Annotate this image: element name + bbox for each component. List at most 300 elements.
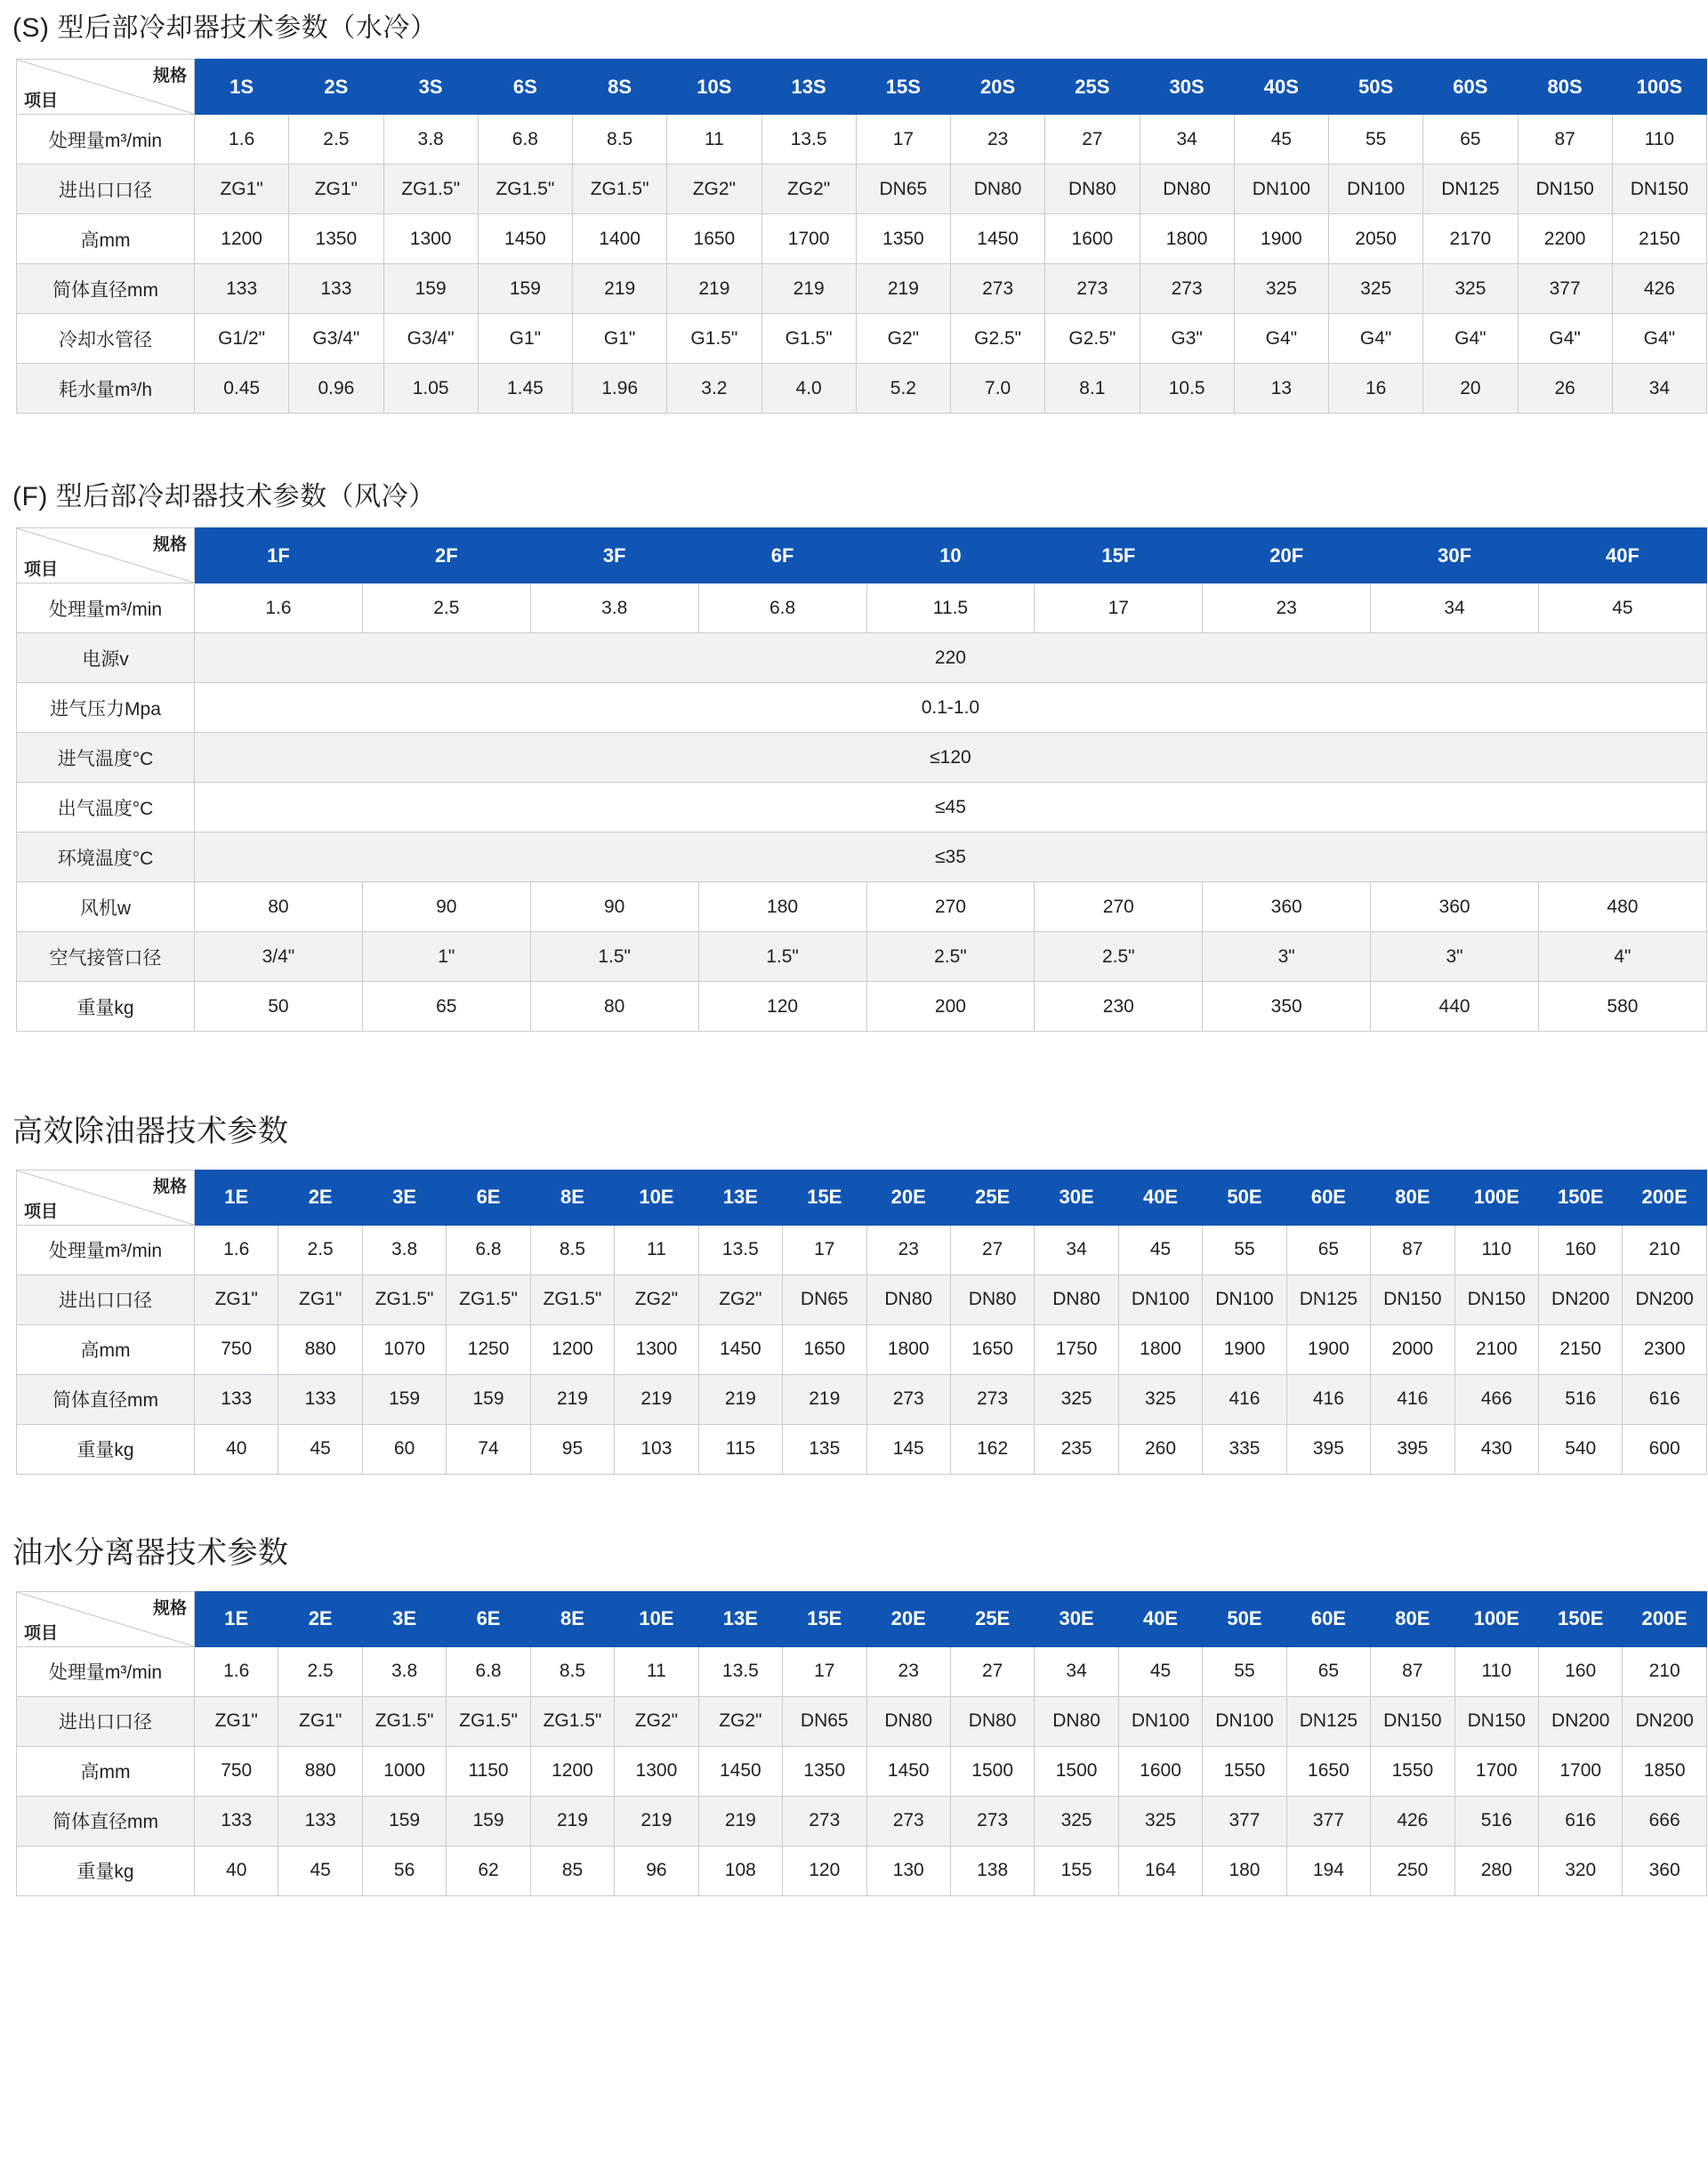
table-cell: 50	[195, 982, 363, 1032]
section-title-oil-water-separator: 油水分离器技术参数	[12, 1535, 289, 1570]
table-cell: 880	[278, 1324, 362, 1374]
table-cell: 273	[950, 1374, 1034, 1424]
table-cell: 34	[1371, 583, 1539, 633]
table-cell: G1.5"	[761, 314, 856, 364]
table-cell: 1.5"	[530, 932, 698, 982]
table-cell: 1450	[698, 1324, 782, 1374]
row-label: 处理量m³/min	[17, 583, 195, 633]
column-header: 80E	[1371, 1170, 1454, 1225]
table-cell: 8.1	[1045, 364, 1140, 414]
table-cell: DN65	[783, 1275, 866, 1324]
table-cell: 133	[278, 1374, 362, 1424]
table-cell: 133	[289, 264, 383, 314]
table-row	[17, 1275, 1707, 1324]
table-cell: 23	[951, 115, 1045, 165]
table-cell: 120	[783, 1846, 866, 1895]
column-header: 30E	[1035, 1170, 1118, 1225]
table-cell: 1450	[698, 1746, 782, 1796]
table-cell: 6.8	[698, 583, 866, 633]
table-cell: 27	[950, 1225, 1034, 1275]
row-label: 环境温度°C	[17, 833, 195, 882]
table-cell: 95	[530, 1424, 614, 1474]
table-cell: DN80	[1140, 165, 1234, 214]
table-cell: 6.8	[447, 1646, 530, 1696]
table-cell: 416	[1203, 1374, 1286, 1424]
table-cell: 65	[1286, 1225, 1370, 1275]
column-header: 150E	[1539, 1170, 1623, 1225]
column-header: 15S	[856, 60, 950, 115]
table-cell-merged: ≤120	[195, 733, 1707, 783]
table-cell: 219	[573, 264, 667, 314]
column-header: 13S	[761, 60, 856, 115]
section-title-air-cooled: (F) 型后部冷却器技术参数（风冷）	[12, 482, 436, 511]
table-cell: 2.5"	[1035, 932, 1203, 982]
table-cell: 6.8	[447, 1225, 530, 1275]
table-cell: 1800	[1118, 1324, 1202, 1374]
table-cell: 87	[1371, 1646, 1454, 1696]
table-cell: 395	[1371, 1424, 1454, 1474]
table-cell: 210	[1623, 1225, 1706, 1275]
column-header: 6S	[478, 60, 572, 115]
section-title-oil-remover: 高效除油器技术参数	[12, 1114, 289, 1148]
table-cell: 219	[698, 1374, 782, 1424]
row-label: 处理量m³/min	[17, 1225, 195, 1275]
table-air-cooled	[16, 527, 1707, 1032]
table-cell: 45	[1118, 1225, 1202, 1275]
table-corner-header	[17, 528, 195, 583]
table-cell: 1750	[1035, 1324, 1118, 1374]
table-cell: G1"	[478, 314, 572, 364]
table-cell: 108	[698, 1846, 782, 1895]
table-row	[17, 314, 1707, 364]
table-cell: 17	[783, 1225, 866, 1275]
table-row	[17, 1324, 1707, 1374]
table-cell: 180	[1203, 1846, 1286, 1895]
table-cell: 325	[1423, 264, 1518, 314]
table-cell: 1200	[530, 1746, 614, 1796]
table-cell: 103	[615, 1424, 698, 1474]
row-label: 电源v	[17, 633, 195, 683]
table-cell: 162	[950, 1424, 1034, 1474]
table-cell: 8.5	[530, 1646, 614, 1696]
table-cell: 219	[856, 264, 950, 314]
table-cell: 270	[866, 882, 1035, 932]
row-label: 简体直径mm	[17, 1374, 195, 1424]
table-cell: 320	[1539, 1846, 1623, 1895]
table-cell: G4"	[1329, 314, 1423, 364]
column-header: 15E	[783, 1591, 866, 1646]
column-header: 10E	[615, 1170, 698, 1225]
table-cell: 1250	[447, 1324, 530, 1374]
table-cell: 159	[478, 264, 572, 314]
table-cell: 200	[866, 982, 1035, 1032]
column-header: 8E	[530, 1170, 614, 1225]
table-cell: 1.05	[383, 364, 478, 414]
table-cell: 13.5	[698, 1225, 782, 1275]
table-cell: DN200	[1623, 1696, 1706, 1746]
table-cell: 120	[698, 982, 866, 1032]
corner-spec-label: 规格	[152, 1598, 187, 1618]
table-cell: 1.6	[195, 1646, 278, 1696]
table-cell: 1900	[1286, 1324, 1370, 1374]
table-cell: 4.0	[761, 364, 856, 414]
table-cell: 13.5	[698, 1646, 782, 1696]
table-cell: 17	[1035, 583, 1203, 633]
table-cell: 130	[866, 1846, 950, 1895]
table-cell: 1350	[783, 1746, 866, 1796]
table-cell: 1350	[856, 214, 950, 264]
table-cell: 34	[1035, 1225, 1118, 1275]
column-header: 8S	[573, 60, 667, 115]
table-cell: 27	[950, 1646, 1034, 1696]
column-header: 20E	[866, 1170, 950, 1225]
table-cell: DN150	[1371, 1275, 1454, 1324]
table-cell: 260	[1118, 1424, 1202, 1474]
table-cell: 2.5	[278, 1225, 362, 1275]
table-cell: ZG2"	[615, 1696, 698, 1746]
column-header: 80E	[1371, 1591, 1454, 1646]
table-cell: 65	[362, 982, 530, 1032]
table-cell: 377	[1203, 1796, 1286, 1846]
table-cell: 1450	[866, 1746, 950, 1796]
column-header: 15F	[1035, 528, 1203, 583]
table-cell: 273	[1045, 264, 1140, 314]
table-cell: 426	[1612, 264, 1706, 314]
table-cell: 110	[1454, 1646, 1538, 1696]
table-cell: 159	[383, 264, 478, 314]
column-header: 100E	[1454, 1591, 1538, 1646]
table-cell: 335	[1203, 1424, 1286, 1474]
table-oil-remover	[16, 1170, 1707, 1475]
table-cell: G4"	[1612, 314, 1706, 364]
row-label: 高mm	[17, 1746, 195, 1796]
table-cell: DN100	[1203, 1696, 1286, 1746]
table-cell: 219	[615, 1796, 698, 1846]
table-row	[17, 214, 1707, 264]
column-header: 6F	[698, 528, 866, 583]
column-header: 40F	[1539, 528, 1707, 583]
table-row	[17, 1696, 1707, 1746]
table-cell: 3/4"	[195, 932, 363, 982]
table-cell: 1.96	[573, 364, 667, 414]
row-label: 重量kg	[17, 982, 195, 1032]
column-header: 1F	[195, 528, 363, 583]
table-cell: 1650	[783, 1324, 866, 1374]
table-cell: 8.5	[573, 115, 667, 165]
table-cell: 325	[1234, 264, 1328, 314]
table-cell: 616	[1539, 1796, 1623, 1846]
table-cell: 430	[1454, 1424, 1538, 1474]
table-cell: 600	[1623, 1424, 1706, 1474]
column-header: 60S	[1423, 60, 1518, 115]
column-header: 6E	[447, 1591, 530, 1646]
table-cell: 45	[1539, 583, 1707, 633]
table-cell: 1450	[478, 214, 572, 264]
table-cell: ZG1"	[278, 1696, 362, 1746]
table-cell: DN150	[1612, 165, 1706, 214]
table-cell: 1.6	[195, 583, 363, 633]
table-cell: G1/2"	[195, 314, 289, 364]
corner-spec-label: 规格	[152, 535, 187, 554]
row-label: 冷却水管径	[17, 314, 195, 364]
table-cell: 1700	[761, 214, 856, 264]
table-cell: 3.8	[362, 1225, 446, 1275]
table-cell: 880	[278, 1746, 362, 1796]
table-cell: 34	[1140, 115, 1234, 165]
column-header: 1S	[195, 60, 289, 115]
table-cell: 540	[1539, 1424, 1623, 1474]
table-cell: 616	[1623, 1374, 1706, 1424]
table-cell: 377	[1518, 264, 1612, 314]
table-cell: DN65	[856, 165, 950, 214]
table-cell: DN80	[1045, 165, 1140, 214]
column-header: 1E	[195, 1170, 278, 1225]
table-cell: 219	[530, 1796, 614, 1846]
column-header: 13E	[698, 1591, 782, 1646]
corner-spec-label: 规格	[152, 1177, 187, 1196]
table-cell: 13.5	[761, 115, 856, 165]
column-header: 2F	[362, 528, 530, 583]
table-cell: 219	[761, 264, 856, 314]
table-cell: G4"	[1518, 314, 1612, 364]
table-cell: 273	[1140, 264, 1234, 314]
row-label: 进出口口径	[17, 1275, 195, 1324]
table-cell: 273	[866, 1796, 950, 1846]
corner-item-label: 项目	[24, 560, 59, 579]
table-oil-water-separator	[16, 1591, 1707, 1896]
table-cell: 360	[1203, 882, 1371, 932]
table-cell: 155	[1035, 1846, 1118, 1895]
table-cell: 194	[1286, 1846, 1370, 1895]
table-cell: 1900	[1234, 214, 1328, 264]
table-cell: 133	[195, 1796, 278, 1846]
column-header: 50E	[1203, 1170, 1286, 1225]
column-header: 60E	[1286, 1170, 1370, 1225]
column-header: 30F	[1371, 528, 1539, 583]
table-cell: ZG1.5"	[530, 1275, 614, 1324]
table-cell: 2150	[1539, 1324, 1623, 1374]
row-label: 简体直径mm	[17, 264, 195, 314]
table-cell: 360	[1623, 1846, 1706, 1895]
column-header: 10	[866, 528, 1035, 583]
table-cell: DN150	[1454, 1275, 1538, 1324]
table-cell: 65	[1286, 1646, 1370, 1696]
table-cell: ZG1.5"	[573, 165, 667, 214]
table-cell: 666	[1623, 1796, 1706, 1846]
table-cell: 11	[615, 1646, 698, 1696]
column-header: 1E	[195, 1591, 278, 1646]
table-cell: 0.45	[195, 364, 289, 414]
table-cell: 23	[866, 1646, 950, 1696]
table-cell: 273	[783, 1796, 866, 1846]
table-cell: 1.6	[195, 115, 289, 165]
table-cell: 3.8	[362, 1646, 446, 1696]
table-cell: DN100	[1203, 1275, 1286, 1324]
table-cell: 27	[1045, 115, 1140, 165]
table-cell: 2100	[1454, 1324, 1538, 1374]
table-cell: 1.45	[478, 364, 572, 414]
table-cell: 480	[1539, 882, 1707, 932]
table-corner-header	[17, 60, 195, 115]
section-water-cooled	[0, 0, 1708, 414]
table-cell: 145	[866, 1424, 950, 1474]
table-cell: DN80	[866, 1696, 950, 1746]
table-cell: 34	[1035, 1646, 1118, 1696]
table-row	[17, 783, 1707, 833]
table-cell: 2050	[1329, 214, 1423, 264]
column-header: 30E	[1035, 1591, 1118, 1646]
corner-item-label: 项目	[24, 1202, 59, 1221]
spacer	[0, 1896, 1708, 1914]
table-cell: 11	[615, 1225, 698, 1275]
table-cell: ZG1.5"	[362, 1696, 446, 1746]
table-cell: 1500	[950, 1746, 1034, 1796]
column-header: 13E	[698, 1170, 782, 1225]
table-cell: 17	[856, 115, 950, 165]
table-cell: 377	[1286, 1796, 1370, 1846]
table-cell: 235	[1035, 1424, 1118, 1474]
table-cell: DN125	[1286, 1275, 1370, 1324]
table-cell: ZG1.5"	[478, 165, 572, 214]
table-cell: 138	[950, 1846, 1034, 1895]
table-cell: 159	[447, 1796, 530, 1846]
table-row	[17, 683, 1707, 733]
table-cell: DN100	[1118, 1275, 1202, 1324]
table-cell: 45	[278, 1846, 362, 1895]
table-cell: 133	[278, 1796, 362, 1846]
table-cell: G1.5"	[667, 314, 761, 364]
table-cell: 516	[1454, 1796, 1538, 1846]
table-cell: DN100	[1329, 165, 1423, 214]
table-cell: 2300	[1623, 1324, 1706, 1374]
table-cell: 350	[1203, 982, 1371, 1032]
table-row	[17, 1796, 1707, 1846]
table-cell: G4"	[1234, 314, 1328, 364]
column-header: 15E	[783, 1170, 866, 1225]
table-cell: 2.5	[362, 583, 530, 633]
table-cell: 3.2	[667, 364, 761, 414]
table-cell: 5.2	[856, 364, 950, 414]
table-row	[17, 264, 1707, 314]
column-header: 3E	[362, 1591, 446, 1646]
table-cell: 2170	[1423, 214, 1518, 264]
column-header: 3S	[383, 60, 478, 115]
table-cell: G1"	[573, 314, 667, 364]
table-cell: DN100	[1234, 165, 1328, 214]
row-label: 空气接管口径	[17, 932, 195, 982]
column-header: 60E	[1286, 1591, 1370, 1646]
table-row	[17, 1646, 1707, 1696]
column-header: 10S	[667, 60, 761, 115]
table-cell: 1900	[1203, 1324, 1286, 1374]
table-cell: G4"	[1423, 314, 1518, 364]
table-cell: 11	[667, 115, 761, 165]
table-cell: 2.5	[289, 115, 383, 165]
row-label: 高mm	[17, 1324, 195, 1374]
row-label: 处理量m³/min	[17, 1646, 195, 1696]
table-cell: ZG1"	[195, 1275, 278, 1324]
column-header: 3E	[362, 1170, 446, 1225]
table-cell-merged: 220	[195, 633, 1707, 683]
table-cell: 90	[530, 882, 698, 932]
table-cell: 11.5	[866, 583, 1035, 633]
table-row	[17, 165, 1707, 214]
table-cell: 2000	[1371, 1324, 1454, 1374]
column-header: 200E	[1623, 1170, 1706, 1225]
table-cell: 1700	[1539, 1746, 1623, 1796]
table-row	[17, 633, 1707, 683]
table-cell: ZG1.5"	[447, 1275, 530, 1324]
table-cell: 1850	[1623, 1746, 1706, 1796]
row-label: 重量kg	[17, 1846, 195, 1895]
table-row	[17, 882, 1707, 932]
table-cell: 20	[1423, 364, 1518, 414]
row-label: 简体直径mm	[17, 1796, 195, 1846]
table-cell: 416	[1371, 1374, 1454, 1424]
table-corner-header	[17, 1591, 195, 1646]
table-cell: 26	[1518, 364, 1612, 414]
table-cell-merged: ≤45	[195, 783, 1707, 833]
table-cell: 1070	[362, 1324, 446, 1374]
table-cell: 13	[1234, 364, 1328, 414]
table-cell: 2150	[1612, 214, 1706, 264]
row-label: 进气温度°C	[17, 733, 195, 783]
table-cell: 159	[447, 1374, 530, 1424]
table-row	[17, 1225, 1707, 1275]
table-cell: 273	[866, 1374, 950, 1424]
table-cell: 90	[362, 882, 530, 932]
table-cell: 56	[362, 1846, 446, 1895]
table-cell: DN80	[950, 1696, 1034, 1746]
table-cell: 7.0	[951, 364, 1045, 414]
column-header: 40E	[1118, 1170, 1202, 1225]
table-cell: ZG1.5"	[362, 1275, 446, 1324]
section-oil-remover	[0, 1087, 1708, 1475]
table-cell: 110	[1454, 1225, 1538, 1275]
table-cell: 2.5	[278, 1646, 362, 1696]
table-cell: 426	[1371, 1796, 1454, 1846]
table-cell: 10.5	[1140, 364, 1234, 414]
table-cell: G3/4"	[289, 314, 383, 364]
table-cell: 87	[1518, 115, 1612, 165]
table-cell: 159	[362, 1796, 446, 1846]
table-cell: 1200	[195, 214, 289, 264]
table-cell: ZG1.5"	[383, 165, 478, 214]
table-cell: 1650	[1286, 1746, 1370, 1796]
table-cell: 440	[1371, 982, 1539, 1032]
table-cell: 1300	[383, 214, 478, 264]
table-cell: 219	[530, 1374, 614, 1424]
table-cell: 466	[1454, 1374, 1538, 1424]
table-cell: 3.8	[383, 115, 478, 165]
table-cell: DN200	[1623, 1275, 1706, 1324]
column-header: 2S	[289, 60, 383, 115]
row-label: 重量kg	[17, 1424, 195, 1474]
spacer	[0, 414, 1708, 469]
table-cell: 23	[1203, 583, 1371, 633]
table-cell: 45	[1234, 115, 1328, 165]
table-cell: 40	[195, 1846, 278, 1895]
table-cell: 325	[1035, 1796, 1118, 1846]
spacer	[0, 1032, 1708, 1087]
table-cell: G3/4"	[383, 314, 478, 364]
table-cell: 219	[698, 1796, 782, 1846]
column-header: 30S	[1140, 60, 1234, 115]
table-cell: 23	[866, 1225, 950, 1275]
table-cell: 1.5"	[698, 932, 866, 982]
table-cell: 270	[1035, 882, 1203, 932]
table-row	[17, 1424, 1707, 1474]
